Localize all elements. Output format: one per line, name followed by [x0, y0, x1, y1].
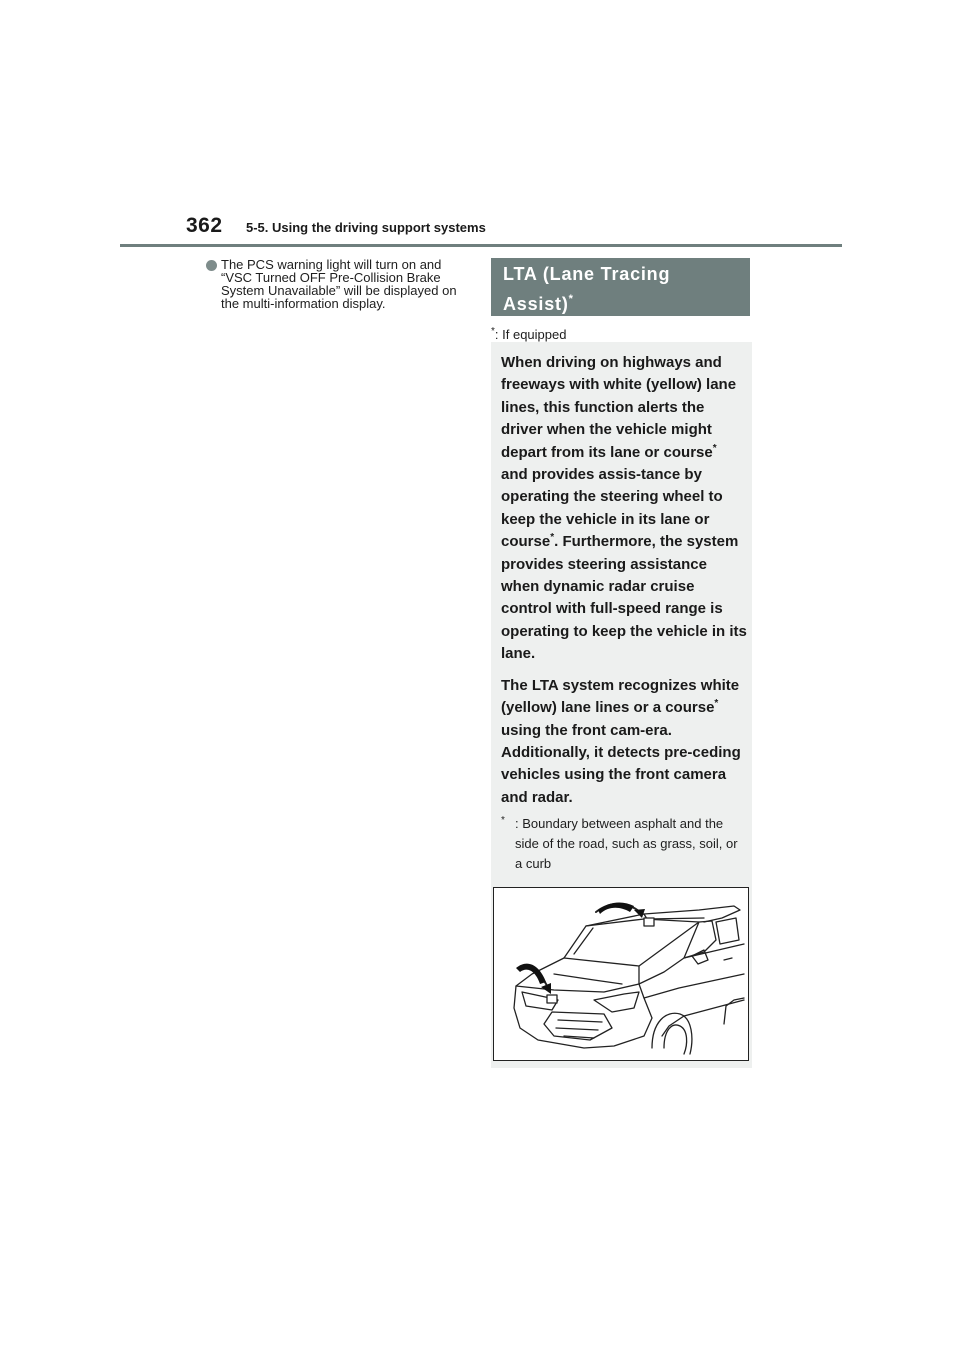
section-heading-box — [491, 258, 750, 316]
page-number: 362 — [186, 214, 223, 237]
desc-asterisk: * — [714, 698, 719, 710]
bullet-item — [206, 258, 468, 310]
note-text: : Boundary between asphalt and the side of the road, such as grass, soil, or a curb — [515, 816, 738, 871]
note-asterisk-wrap — [501, 814, 515, 874]
bullet-text: The PCS warning light will turn on and “VSC Turned OFF Pre-Collision Brake System Unavailable” will be displayed on the multi-information display. — [221, 257, 457, 311]
desc-p1-part-b: and provides assis-tance by operating the steering wheel to keep the vehicle in its lane or course — [501, 466, 723, 551]
course-footnote — [501, 814, 747, 874]
desc-asterisk: * — [550, 532, 555, 544]
section-title: 5-5. Using the driving support systems — [246, 220, 486, 235]
footnote-asterisk: * — [491, 326, 495, 337]
section-heading — [503, 262, 743, 317]
left-column — [206, 258, 468, 310]
desc-p2-part-b: using the front cam-era. Additionally, it detects pre-ceding vehicles using the front camera and radar. — [501, 721, 741, 806]
vehicle-illustration — [493, 887, 749, 1061]
description-paragraph-2 — [501, 675, 747, 809]
header-divider — [120, 244, 842, 247]
description-text — [501, 352, 747, 818]
equipped-footnote — [491, 326, 566, 342]
heading-asterisk: * — [568, 293, 574, 305]
section-heading-text: LTA (Lane Tracing Assist) — [503, 264, 671, 314]
description-paragraph-1 — [501, 352, 747, 666]
bullet-icon — [206, 260, 217, 271]
desc-asterisk: * — [712, 442, 717, 454]
desc-p1-part-a: When driving on highways and freeways with white (yellow) lane lines, this function alerts the driver when the vehicle might depart from its lane or course — [501, 354, 737, 461]
desc-p2-part-a: The LTA system recognizes white (yellow) lane lines or a course — [501, 676, 740, 717]
footnote-text: : If equipped — [494, 327, 567, 342]
note-asterisk: * — [501, 815, 505, 826]
desc-p1-part-c: . Furthermore, the system provides steering assistance when dynamic radar cruise control with full-speed range is operating to keep the vehicle in its lane. — [501, 533, 747, 663]
vehicle-front-camera-radar-icon — [494, 888, 748, 1060]
